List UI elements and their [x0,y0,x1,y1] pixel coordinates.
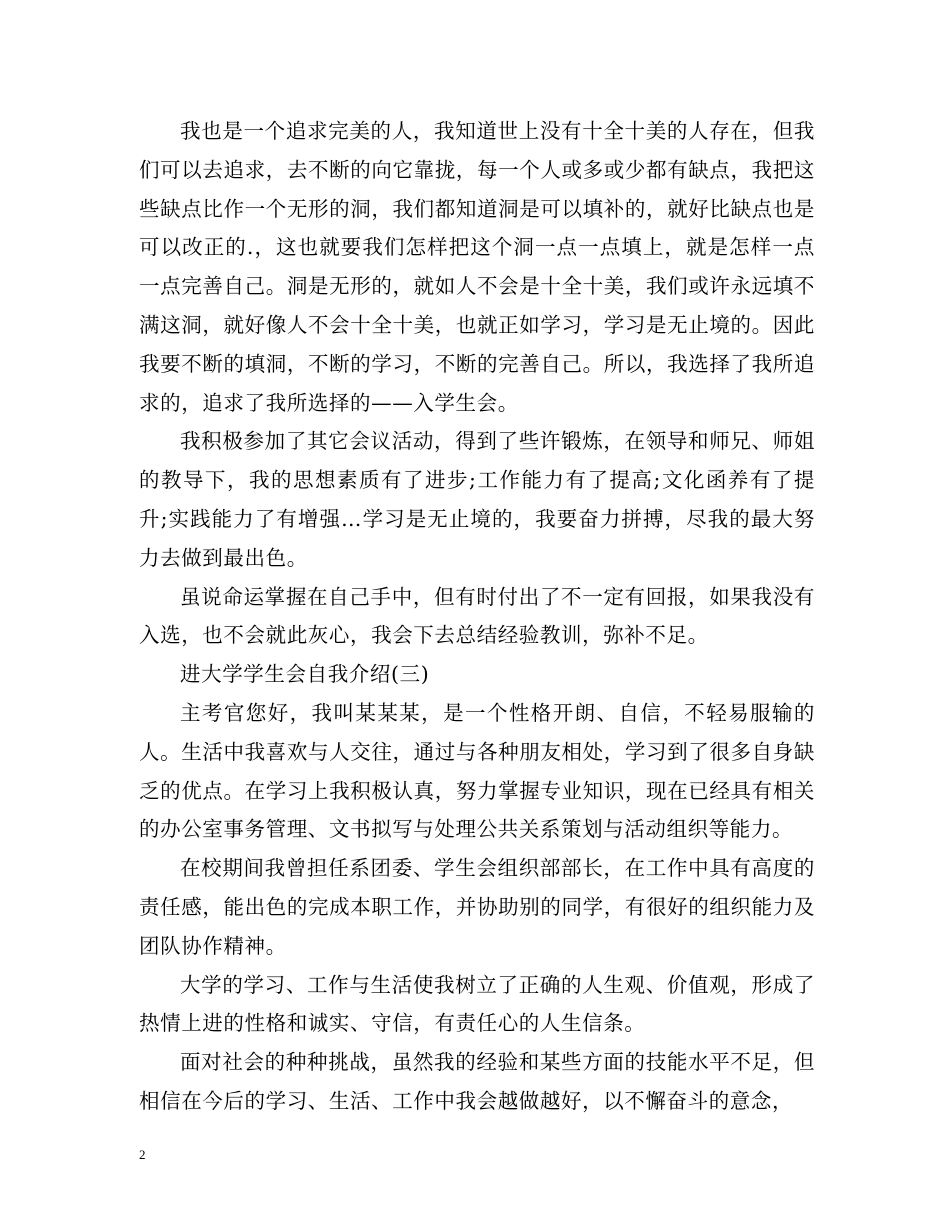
document-body [139,112,815,1121]
paragraph: 虽说命运掌握在自己手中，但有时付出了不一定有回报，如果我没有入选，也不会就此灰心，我会下去总结经验教训，弥补不足。 [139,584,815,648]
paragraph: 在校期间我曾担任系团委、学生会组织部部长，在工作中具有高度的责任感，能出色的完成本职工作，并协助别的同学，有很好的组织能力及团队协作精神。 [139,856,815,958]
paragraph: 大学的学习、工作与生活使我树立了正确的人生观、价值观，形成了热情上进的性格和诚实、守信，有责任心的人生信条。 [139,972,815,1036]
paragraph: 我也是一个追求完美的人，我知道世上没有十全十美的人存在，但我们可以去追求，去不断的向它靠拢，每一个人或多或少都有缺点，我把这些缺点比作一个无形的洞，我们都知道洞是可以填补的，就好比缺点也是可以改正的.，这也就要我们怎样把这个洞一点一点填上，就是怎样一点一点完善自己。洞是无形的，就如人不会是十全十美，我们或许永远填不满这洞，就好像人不会十全十美，也就正如学习，学习是无止境的。因此我要不断的填洞，不断的学习，不断的完善自己。所以，我选择了我所追求的，追求了我所选择的——入学生会。 [139,119,815,415]
section-heading: 进大学学生会自我介绍(三) [180,662,430,687]
paragraph: 主考官您好，我叫某某某，是一个性格开朗、自信，不轻易服输的人。生活中我喜欢与人交往，通过与各种朋友相处，学习到了很多自身缺乏的优点。在学习上我积极认真，努力掌握专业知识，现在已经具有相关的办公室事务管理、文书拟写与处理公共关系策划与活动组织等能力。 [139,700,815,842]
paragraph: 我积极参加了其它会议活动，得到了些许锻炼，在领导和师兄、师姐的教导下，我的思想素质有了进步;工作能力有了提高;文化函养有了提升;实践能力了有增强…学习是无止境的，我要奋力拼搏，尽我的最大努力去做到最出色。 [139,429,815,570]
page-number: 2 [139,1147,146,1162]
paragraph: 面对社会的种种挑战，虽然我的经验和某些方面的技能水平不足，但相信在今后的学习、生活、工作中我会越做越好，以不懈奋斗的意念， [139,1050,815,1113]
